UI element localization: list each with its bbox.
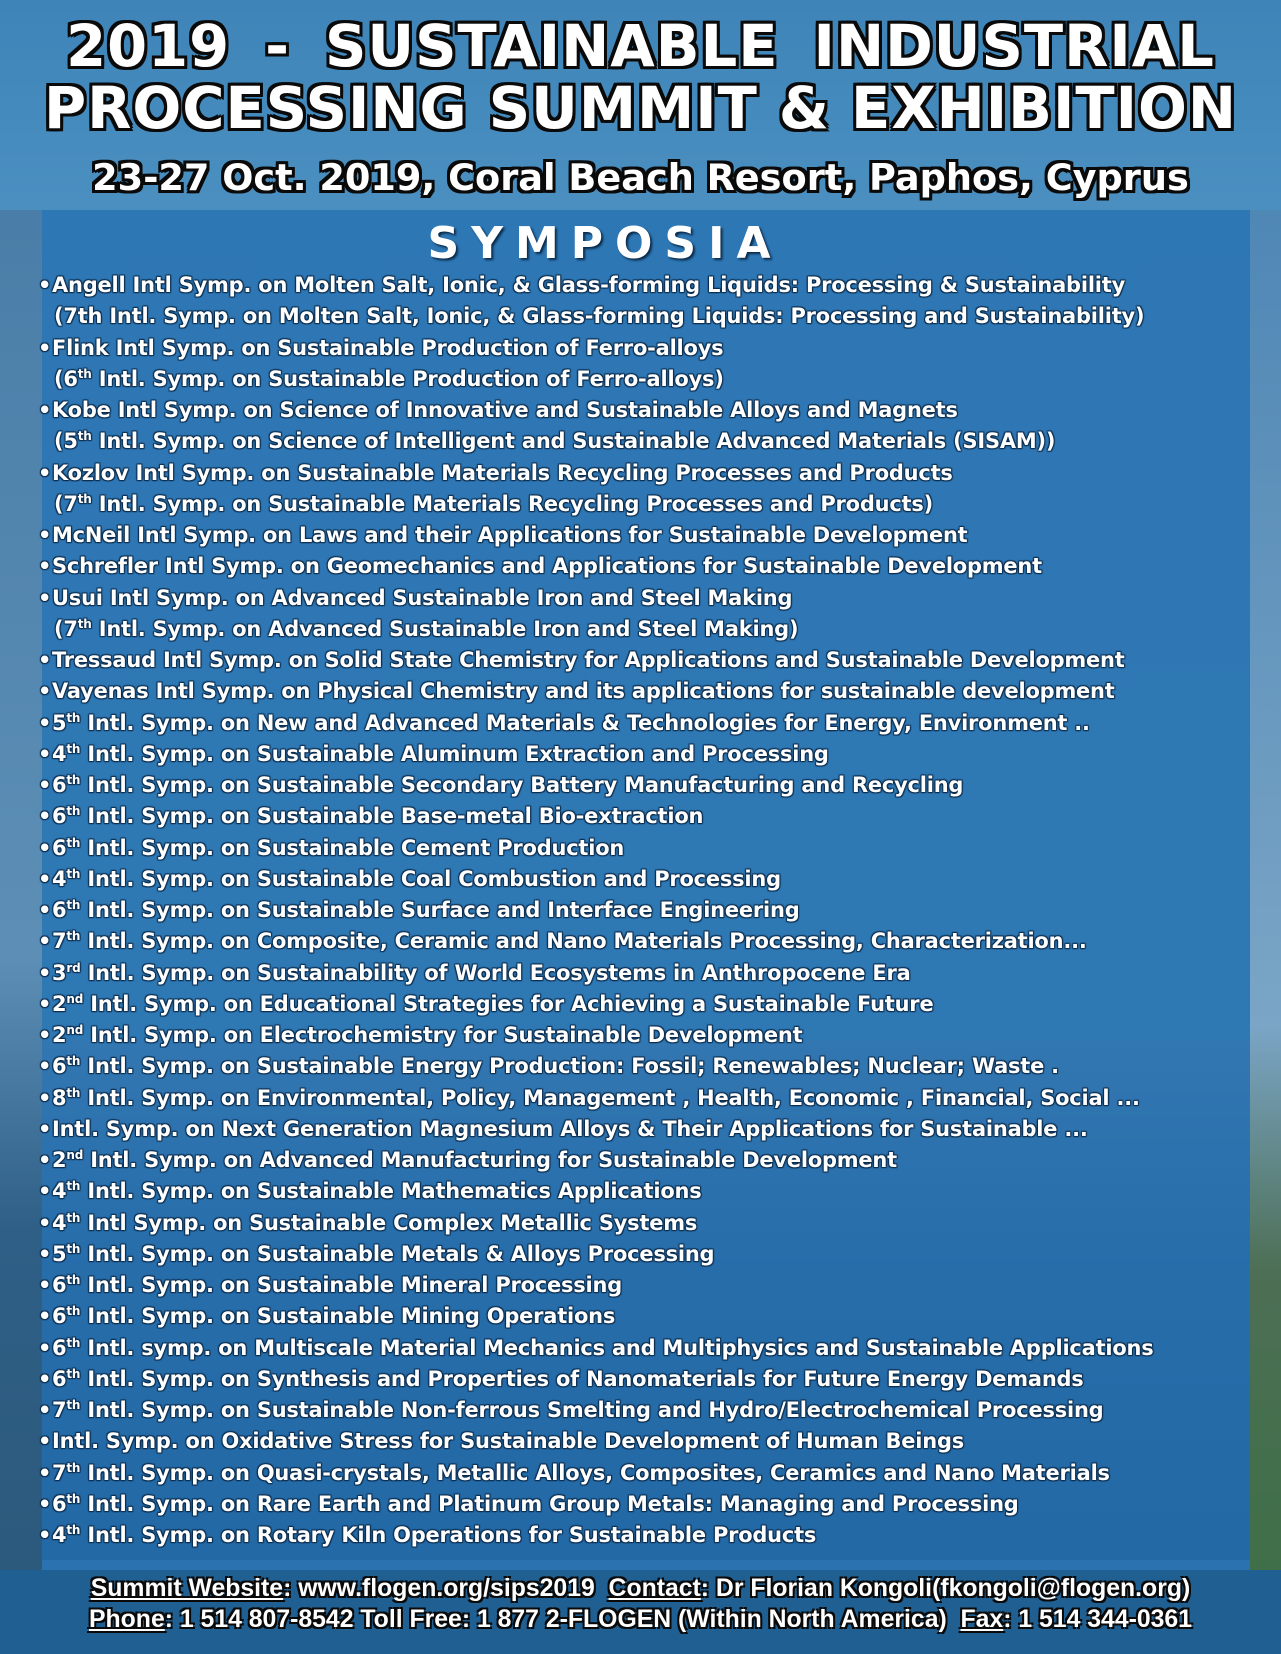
bullet-icon: •	[38, 585, 52, 610]
symposium-item	[38, 583, 1278, 614]
symposium-ordinal-suffix: th	[66, 1366, 81, 1381]
bullet-icon: •	[38, 1023, 52, 1047]
symposium-text: Intl. Symp. on Sustainable Mathematics Applications	[80, 1179, 702, 1204]
symposium-text: (7th Intl. Symp. on Molten Salt, Ionic, & Glass-forming Liquids: Processing and Sustainability)	[54, 304, 1145, 329]
symposium-text: Intl. Symp. on Sustainable Secondary Battery Manufacturing and Recycling	[80, 773, 964, 797]
symposium-text: Tressaud Intl Symp. on Solid State Chemistry for Applications and Sustainable Development	[52, 648, 1125, 672]
bullet-icon: •	[38, 1335, 52, 1360]
symposium-item	[38, 1145, 1278, 1176]
symposium-ordinal: 7	[52, 929, 67, 954]
symposium-ordinal: 6	[52, 1366, 67, 1391]
symposium-text: Intl. Symp. on Synthesis and Properties of Nanomaterials for Future Energy Demands	[80, 1366, 1084, 1391]
symposium-ordinal: 4	[52, 1523, 67, 1547]
symposium-item	[38, 1301, 1278, 1332]
symposium-ordinal-suffix: th	[66, 1054, 81, 1069]
symposium-text: Intl. Symp. on Sustainable Cement Production	[80, 835, 625, 860]
bullet-icon: •	[38, 1429, 52, 1454]
symposium-text: Intl. Symp. on Sustainable Coal Combustion and Processing	[80, 866, 781, 891]
phone-value: : 1 514 807-8542 Toll Free: 1 877 2-FLOGEN (Within North America)	[164, 1606, 947, 1633]
symposium-ordinal: 6	[52, 1054, 67, 1079]
bullet-icon: •	[38, 710, 52, 735]
title-line-2: PROCESSING SUMMIT & EXHIBITION	[43, 75, 1238, 142]
symposium-ordinal: 4	[52, 866, 67, 891]
bullet-icon: •	[38, 1460, 52, 1485]
symposium-text: Intl. Symp. on Sustainable Surface and Interface Engineering	[80, 898, 800, 922]
bullet-icon: •	[38, 960, 52, 985]
symposium-ordinal-suffix: th	[66, 710, 81, 725]
symposium-ordinal: 7	[52, 1460, 67, 1485]
symposium-ordinal-suffix: th	[66, 773, 81, 788]
symposium-item	[38, 1489, 1278, 1520]
symposium-ordinal: 4	[52, 741, 67, 766]
bullet-icon: •	[38, 335, 52, 360]
symposium-ordinal-suffix: nd	[66, 991, 84, 1006]
symposium-ordinal: 8	[52, 1085, 67, 1110]
symposium-ordinal: 6	[52, 898, 67, 922]
symposium-ordinal-suffix: th	[77, 429, 92, 444]
symposium-text: McNeil Intl Symp. on Laws and their Applications for Sustainable Development	[52, 523, 968, 547]
symposium-ordinal-suffix: th	[66, 741, 81, 756]
symposium-ordinal-suffix: th	[66, 1179, 81, 1194]
symposium-ordinal: (5	[54, 429, 78, 454]
symposium-text: Intl. Symp. on Sustainable Metals & Alloys Processing	[80, 1241, 715, 1266]
symposium-ordinal: 6	[52, 1304, 67, 1329]
symposium-item	[38, 458, 1278, 489]
bullet-icon: •	[38, 1054, 52, 1079]
symposium-item	[38, 614, 1278, 645]
symposium-text: Schrefler Intl Symp. on Geomechanics and Applications for Sustainable Development	[52, 554, 1042, 579]
symposium-ordinal: (6	[54, 366, 78, 391]
symposium-item	[38, 301, 1278, 332]
bullet-icon: •	[38, 898, 52, 922]
bullet-icon: •	[38, 1366, 52, 1391]
symposium-text: Intl. Symp. on Advanced Manufacturing for Sustainable Development	[83, 1148, 897, 1172]
symposium-ordinal: 2	[52, 1023, 67, 1047]
symposium-text: Angell Intl Symp. on Molten Salt, Ionic, & Glass-forming Liquids: Processing & Sustainability	[52, 273, 1126, 297]
bullet-icon: •	[38, 1398, 52, 1422]
symposium-text: Vayenas Intl Symp. on Physical Chemistry and its applications for sustainable development	[52, 679, 1115, 704]
symposium-ordinal-suffix: th	[66, 1241, 81, 1256]
bullet-icon: •	[38, 991, 52, 1016]
symposium-ordinal-suffix: nd	[66, 1148, 84, 1163]
symposium-item	[38, 333, 1278, 364]
symposium-text: Intl. Symp. on Sustainable Mineral Processing	[80, 1273, 622, 1297]
bullet-icon: •	[38, 1116, 52, 1141]
contact-value[interactable]: : Dr Florian Kongoli(fkongoli@flogen.org)	[700, 1575, 1191, 1602]
bullet-icon: •	[38, 1085, 52, 1110]
contact-label: Contact	[608, 1575, 701, 1602]
bullet-icon: •	[38, 554, 52, 579]
symposium-text: Intl. Symp. on Sustainable Energy Production: Fossil; Renewables; Nuclear; Waste .	[80, 1054, 1059, 1079]
symposium-ordinal-suffix: th	[66, 929, 81, 944]
symposium-item	[38, 1426, 1278, 1457]
symposium-text: Intl. Symp. on Environmental, Policy, Management , Health, Economic , Financial, Social ...	[80, 1085, 1140, 1110]
symposium-item	[38, 895, 1278, 926]
symposium-text: Kozlov Intl Symp. on Sustainable Materials Recycling Processes and Products	[52, 460, 953, 485]
symposium-item	[38, 708, 1278, 739]
symposium-text: Intl. Symp. on Sustainable Mining Operations	[80, 1304, 616, 1329]
symposium-text: Intl. symp. on Multiscale Material Mechanics and Multiphysics and Sustainable Applications	[80, 1335, 1154, 1360]
bullet-icon: •	[38, 929, 52, 954]
left-photo-strip	[0, 210, 42, 1570]
symposium-item	[38, 1020, 1278, 1051]
symposium-item	[38, 489, 1278, 520]
symposium-text: Intl. Symp. on Educational Strategies for Achieving a Sustainable Future	[83, 991, 934, 1016]
symposium-ordinal: 6	[52, 835, 67, 860]
fax-value: : 1 514 344-0361	[1003, 1606, 1192, 1633]
symposium-ordinal-suffix: th	[66, 1335, 81, 1350]
symposium-ordinal-suffix: nd	[66, 1023, 84, 1038]
symposium-item	[38, 1270, 1278, 1301]
symposium-item	[38, 270, 1278, 301]
symposia-list	[38, 270, 1278, 1551]
symposium-ordinal: 4	[52, 1210, 67, 1235]
symposium-item	[38, 1176, 1278, 1207]
symposium-item	[38, 364, 1278, 395]
symposium-text: Intl. Symp. on Sustainable Aluminum Extraction and Processing	[80, 741, 829, 766]
symposium-text: Intl. Symp. on Sustainable Base-metal Bio-extraction	[80, 804, 704, 829]
symposium-ordinal-suffix: th	[66, 1210, 81, 1225]
bullet-icon: •	[38, 523, 52, 547]
symposium-ordinal: 4	[52, 1179, 67, 1204]
symposium-item	[38, 1051, 1278, 1082]
symposium-text: Intl. Symp. on Rare Earth and Platinum Group Metals: Managing and Processing	[80, 1491, 1019, 1516]
symposium-ordinal-suffix: th	[66, 1304, 81, 1319]
symposium-ordinal: (7	[54, 616, 78, 641]
symposium-text: Kobe Intl Symp. on Science of Innovative and Sustainable Alloys and Magnets	[52, 398, 958, 422]
symposium-ordinal-suffix: th	[66, 1523, 81, 1538]
symposium-text: Intl. Symp. on Sustainable Non-ferrous Smelting and Hydro/Electrochemical Processing	[80, 1398, 1104, 1422]
symposium-text: Intl. Symp. on Composite, Ceramic and Nano Materials Processing, Characterization...	[80, 929, 1087, 954]
symposium-text: Intl. Symp. on Rotary Kiln Operations for Sustainable Products	[80, 1523, 817, 1547]
bullet-icon: •	[38, 1210, 52, 1235]
bullet-icon: •	[38, 1273, 52, 1297]
phone-label: Phone	[89, 1606, 165, 1633]
symposium-item	[38, 1333, 1278, 1364]
date-location: 23-27 Oct. 2019, Coral Beach Resort, Paphos, Cyprus	[92, 156, 1189, 199]
symposium-ordinal: 5	[52, 1241, 67, 1266]
symposium-ordinal-suffix: th	[66, 1460, 81, 1475]
symposium-item	[38, 1208, 1278, 1239]
symposium-item	[38, 801, 1278, 832]
bullet-icon: •	[38, 835, 52, 860]
symposium-ordinal: 6	[52, 1335, 67, 1360]
symposium-text: Intl. Symp. on Next Generation Magnesium Alloys & Their Applications for Sustainable ...	[52, 1116, 1088, 1141]
symposium-ordinal-suffix: th	[66, 1085, 81, 1100]
symposium-ordinal-suffix: rd	[66, 960, 81, 975]
symposium-text: Flink Intl Symp. on Sustainable Production of Ferro-alloys	[52, 335, 724, 360]
symposium-item	[38, 520, 1278, 551]
symposium-ordinal-suffix: th	[66, 835, 81, 850]
symposium-item	[38, 1458, 1278, 1489]
symposium-item	[38, 1239, 1278, 1270]
bullet-icon: •	[38, 773, 52, 797]
symposium-text: Intl. Symp. on Advanced Sustainable Iron and Steel Making)	[91, 616, 799, 641]
symposium-item	[38, 1520, 1278, 1551]
symposium-ordinal: 2	[52, 1148, 67, 1172]
symposium-ordinal: 2	[52, 991, 67, 1016]
symposium-item	[38, 1395, 1278, 1426]
bullet-icon: •	[38, 1491, 52, 1516]
symposium-item	[38, 645, 1278, 676]
symposium-ordinal-suffix: th	[66, 1398, 81, 1413]
symposium-ordinal-suffix: th	[66, 1491, 81, 1506]
symposium-ordinal: 6	[52, 804, 67, 829]
fax-label: Fax	[960, 1606, 1004, 1633]
symposium-item	[38, 1364, 1278, 1395]
bullet-icon: •	[38, 1523, 52, 1547]
bullet-icon: •	[38, 460, 52, 485]
symposium-text: Intl. Symp. on Sustainability of World Ecosystems in Anthropocene Era	[80, 960, 911, 985]
bullet-icon: •	[38, 648, 52, 672]
symposia-heading: SYMPOSIA	[427, 218, 783, 269]
symposium-ordinal: 6	[52, 1273, 67, 1297]
symposium-text: Intl. Symp. on Quasi-crystals, Metallic Alloys, Composites, Ceramics and Nano Materials	[80, 1460, 1110, 1485]
symposium-item	[38, 1114, 1278, 1145]
bullet-icon: •	[38, 398, 52, 422]
website-label: Summit Website	[90, 1575, 284, 1602]
symposium-item	[38, 395, 1278, 426]
symposium-text: Intl. Symp. on New and Advanced Materials & Technologies for Energy, Environment ..	[80, 710, 1090, 735]
symposium-item	[38, 926, 1278, 957]
symposium-text: Usui Intl Symp. on Advanced Sustainable Iron and Steel Making	[52, 585, 793, 610]
symposium-ordinal-suffix: th	[66, 1273, 81, 1288]
symposium-item	[38, 833, 1278, 864]
symposium-text: Intl. Symp. on Oxidative Stress for Sustainable Development of Human Beings	[52, 1429, 965, 1454]
bullet-icon: •	[38, 1241, 52, 1266]
symposium-text: Intl. Symp. on Electrochemistry for Sustainable Development	[83, 1023, 803, 1047]
symposium-item	[38, 426, 1278, 457]
bullet-icon: •	[38, 804, 52, 829]
symposium-item	[38, 551, 1278, 582]
symposium-ordinal: 5	[52, 710, 67, 735]
symposium-ordinal-suffix: th	[77, 366, 92, 381]
website-value[interactable]: : www.flogen.org/sips2019	[283, 1575, 595, 1602]
symposium-ordinal-suffix: th	[66, 898, 81, 913]
symposium-text: Intl Symp. on Sustainable Complex Metallic Systems	[80, 1210, 698, 1235]
symposium-item	[38, 1083, 1278, 1114]
symposium-ordinal-suffix: th	[66, 866, 81, 881]
symposium-text: Intl. Symp. on Sustainable Production of Ferro-alloys)	[91, 366, 724, 391]
symposium-item	[38, 739, 1278, 770]
symposium-text: Intl. Symp. on Science of Intelligent and Sustainable Advanced Materials (SISAM))	[91, 429, 1056, 454]
footer-line-1	[0, 1574, 1281, 1604]
bullet-icon: •	[38, 1148, 52, 1172]
bullet-icon: •	[38, 1304, 52, 1329]
bullet-icon: •	[38, 866, 52, 891]
symposium-item	[38, 676, 1278, 707]
symposium-ordinal-suffix: th	[77, 616, 92, 631]
footer-line-2	[0, 1605, 1281, 1635]
symposium-item	[38, 989, 1278, 1020]
symposium-ordinal: 3	[52, 960, 67, 985]
bullet-icon: •	[38, 741, 52, 766]
bullet-icon: •	[38, 273, 52, 297]
symposium-item	[38, 864, 1278, 895]
symposium-item	[38, 770, 1278, 801]
symposium-ordinal: (7	[54, 491, 78, 516]
title-line-1: 2019 - SUSTAINABLE INDUSTRIAL	[66, 13, 1215, 80]
symposium-ordinal: 6	[52, 1491, 67, 1516]
symposium-ordinal-suffix: th	[66, 804, 81, 819]
bullet-icon: •	[38, 1179, 52, 1204]
symposium-item	[38, 958, 1278, 989]
symposium-ordinal-suffix: th	[77, 491, 92, 506]
symposium-text: Intl. Symp. on Sustainable Materials Recycling Processes and Products)	[91, 491, 933, 516]
symposium-ordinal: 7	[52, 1398, 67, 1422]
bullet-icon: •	[38, 679, 52, 704]
symposium-ordinal: 6	[52, 773, 67, 797]
